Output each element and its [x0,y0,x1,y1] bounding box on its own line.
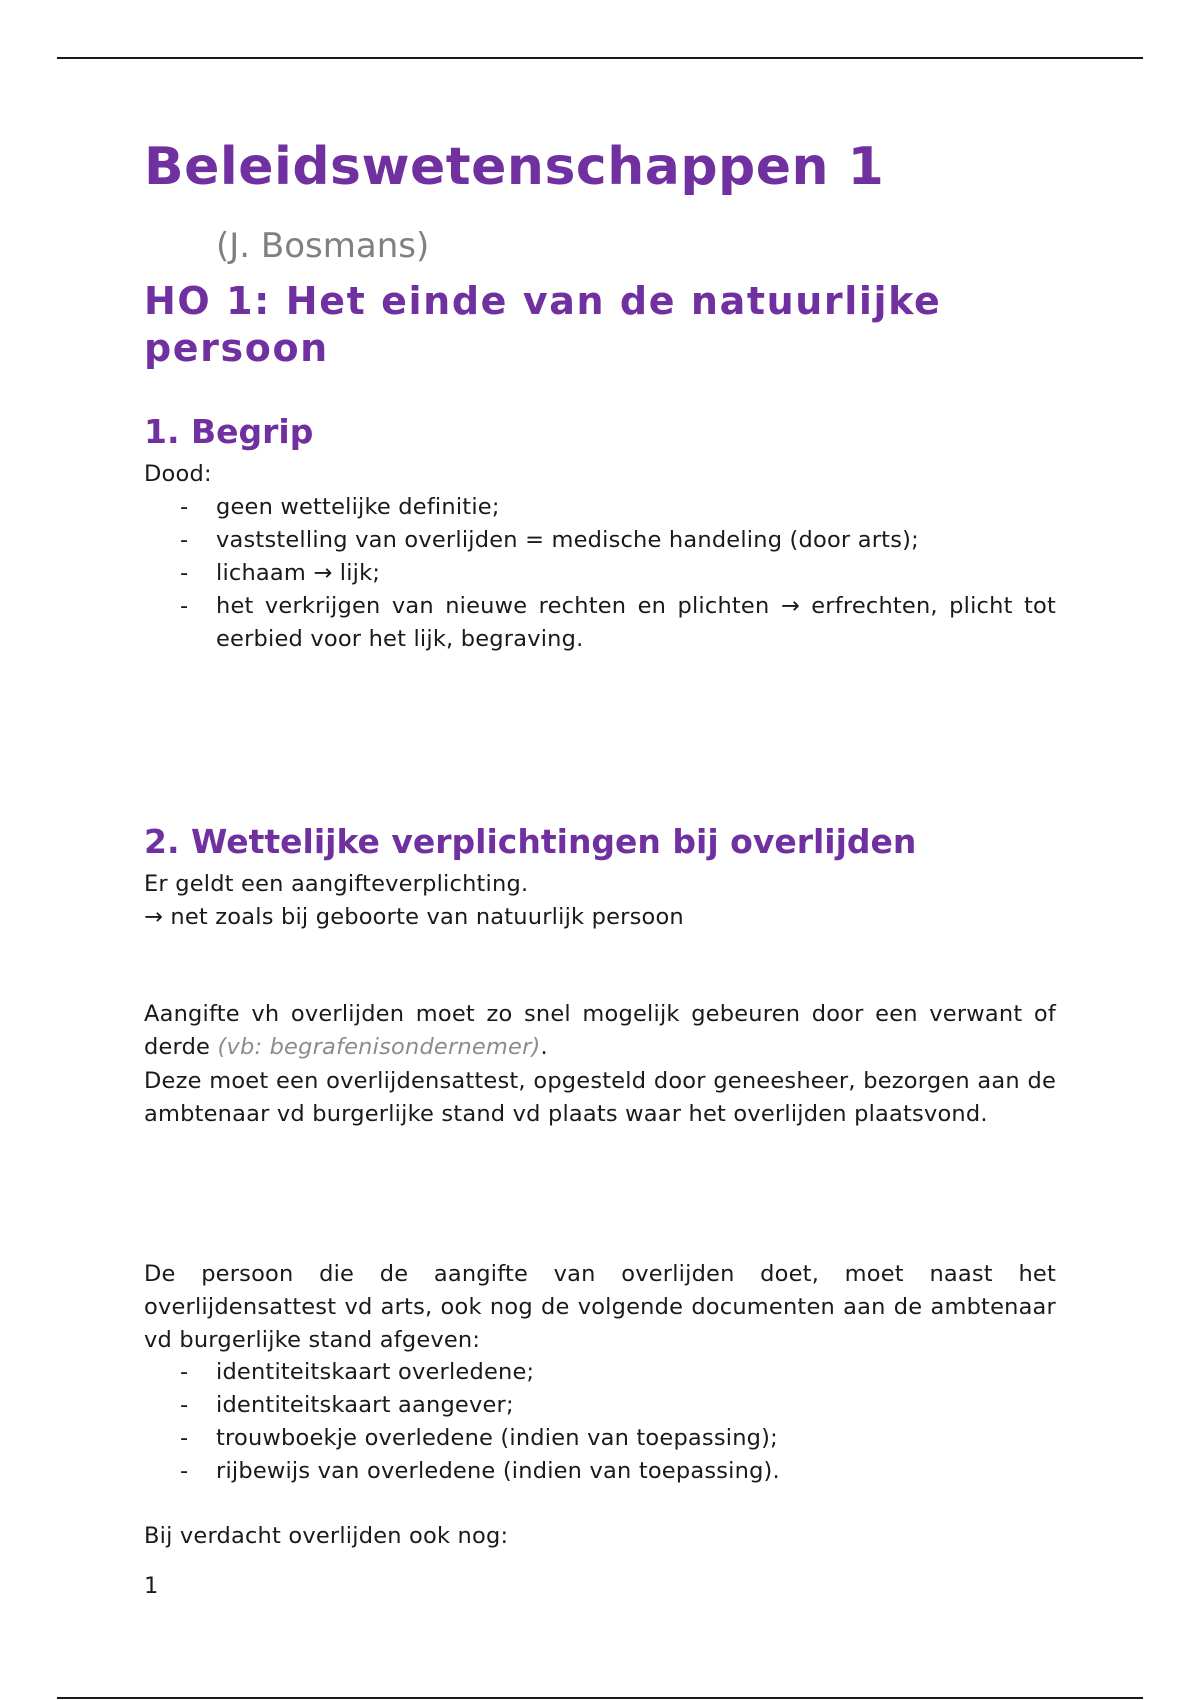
documents-list [144,1356,1056,1488]
list-item: - identiteitskaart overledene; [144,1356,1056,1389]
list-item: - identiteitskaart aangever; [144,1389,1056,1422]
paragraph-aangifte: Aangifte vh overlijden moet zo snel mogelijk gebeuren door een verwant of derde (vb: begrafenisondernemer). [144,1001,1056,1060]
example-text: (vb: begrafenisondernemer) [217,1034,541,1060]
footer-rule [57,1697,1143,1699]
list-item: - trouwboekje overledene (indien van toepassing); [144,1422,1056,1455]
chapter-heading: HO 1: Het einde van de natuurlijke persoon [144,279,942,370]
obligation-note: → net zoals bij geboorte van natuurlijk persoon [144,904,684,930]
section1-intro: Dood: [144,461,212,487]
section-heading-begrip: 1. Begrip [144,412,314,451]
bullet-dash: - [180,560,189,586]
bullet-dash: - [180,1392,189,1418]
bullet-dash: - [180,1425,189,1451]
list-item: - geen wettelijke definitie; [144,491,1056,524]
paragraph-attest: Deze moet een overlijdensattest, opgesteld door geneesheer, bezorgen aan de ambtenaar vd burgerlijke stand vd plaats waar het overlijden plaatsvond. [144,1068,1056,1127]
obligation-line: Er geldt een aangifteverplichting. [144,871,529,897]
bullet-dash: - [180,1458,189,1484]
section-heading-verplichtingen: 2. Wettelijke verplichtingen bij overlijden [144,822,917,861]
bullet-dash: - [180,593,189,619]
paragraph-documenten: De persoon die de aangifte van overlijden doet, moet naast het overlijdensattest vd arts, ook nog de volgende documenten aan de ambtenaar vd burgerlijke stand afgeven: [144,1261,1056,1353]
document-title: Beleidswetenschappen 1 [144,137,885,197]
list-item: - het verkrijgen van nieuwe rechten en plichten → erfrechten, plicht tot eerbied voor het lijk, begraving. [144,590,1056,656]
paragraph-verdacht: Bij verdacht overlijden ook nog: [144,1523,509,1549]
list-item: - vaststelling van overlijden = medische handeling (door arts); [144,524,1056,557]
bullet-dash: - [180,494,189,520]
header-rule [57,57,1143,59]
bullet-dash: - [180,527,189,553]
bullet-dash: - [180,1359,189,1385]
page-number: 1 [144,1573,159,1599]
definition-list [144,491,1056,656]
author-subtitle: (J. Bosmans) [216,226,430,266]
list-item: - rijbewijs van overledene (indien van toepassing). [144,1455,1056,1488]
list-item: - lichaam → lijk; [144,557,1056,590]
